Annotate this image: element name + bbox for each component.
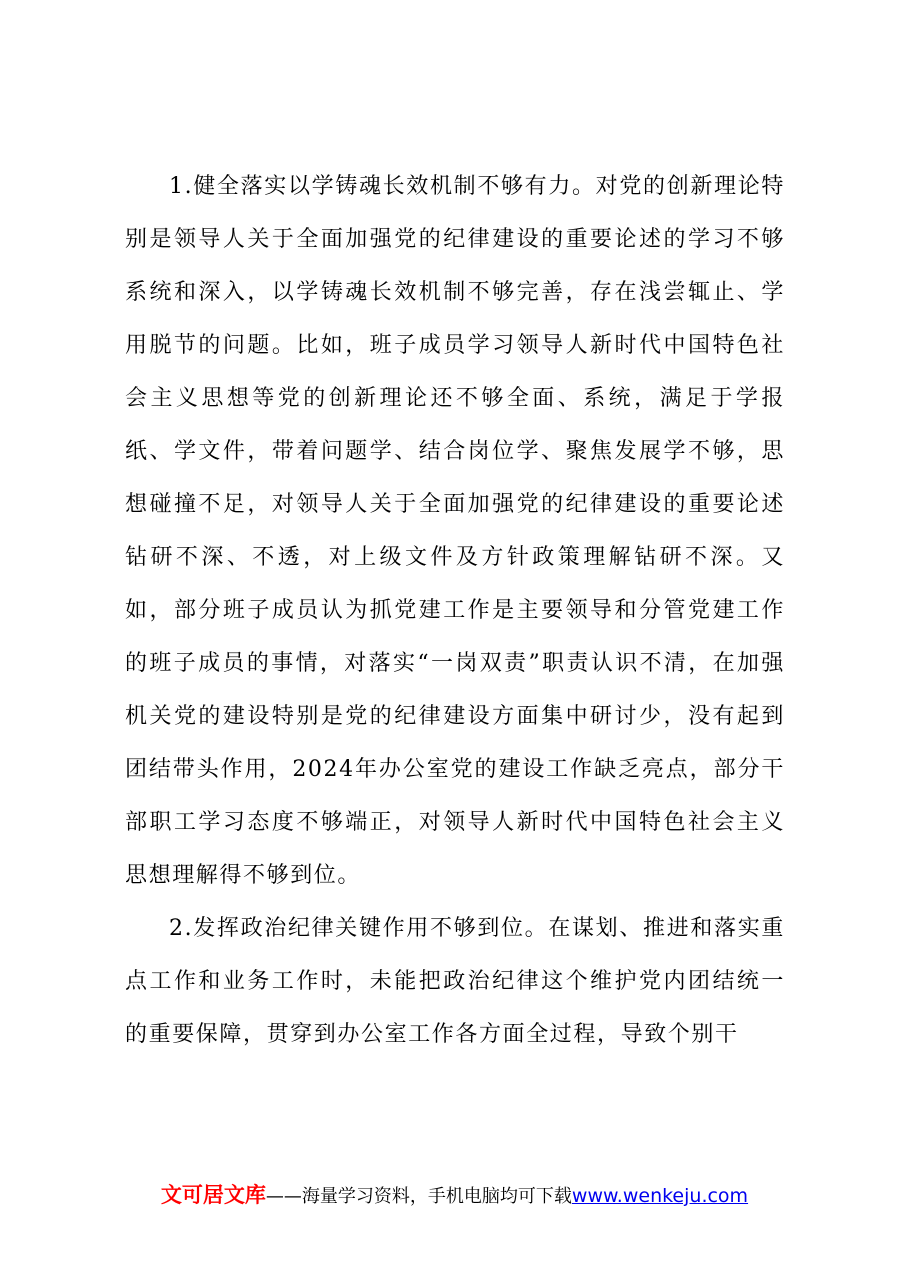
- footer-tagline: ——海量学习资料，手机电脑均可下载: [265, 1186, 572, 1207]
- document-body: [125, 160, 785, 1061]
- paragraph-2: 2.发挥政治纪律关键作用不够到位。在谋划、推进和落实重点工作和业务工作时，未能把政治纪律这个维护党内团结统一的重要保障，贯穿到办公室工作各方面全过程，导致个别干: [125, 916, 785, 1047]
- paragraph-1: 1.健全落实以学铸魂长效机制不够有力。对党的创新理论特别是领导人关于全面加强党的纪律建设的重要论述的学习不够系统和深入，以学铸魂长效机制不够完善，存在浅尝辄止、学用脱节的问题。比如，班子成员学习领导人新时代中国特色社会主义思想等党的创新理论还不够全面、系统，满足于学报纸、学文件，带着问题学、结合岗位学、聚焦发展学不够，思想碰撞不足，对领导人关于全面加强党的纪律建设的重要论述钻研不深、不透，对上级文件及方针政策理解钻研不深。又如，部分班子成员认为抓党建工作是主要领导和分管党建工作的班子成员的事情，对落实“一岗双责”职责认识不清，在加强机关党的建设特别是党的纪律建设方面集中研讨少，没有起到团结带头作用，2024年办公室党的建设工作缺乏亮点，部分干部职工学习态度不够端正，对领导人新时代中国特色社会主义思想理解得不够到位。: [125, 174, 785, 888]
- footer-site-link[interactable]: www.wenkeju.com: [571, 1185, 749, 1207]
- footer-banner: [0, 1180, 909, 1212]
- footer-brand: 文可居文库: [160, 1183, 266, 1207]
